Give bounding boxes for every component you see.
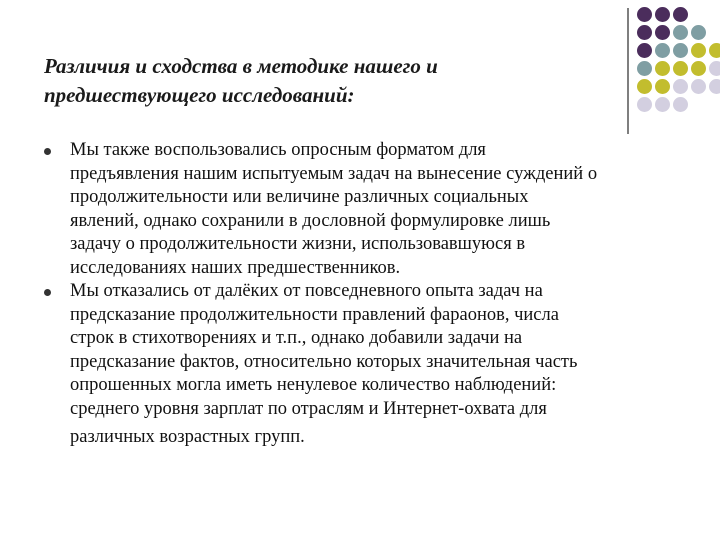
decorative-dot	[637, 43, 652, 58]
bullet-text-line: предсказание продолжительности правлений фараонов, числа	[70, 304, 559, 325]
decorative-dot	[691, 25, 706, 40]
decorative-dot	[673, 97, 688, 112]
decorative-dot	[673, 25, 688, 40]
bullet-list	[44, 139, 694, 450]
decorative-dot	[673, 79, 688, 94]
vertical-divider	[627, 8, 629, 134]
bullet-text-line: среднего уровня зарплат по отраслям и Интернет-охвата для	[70, 398, 547, 419]
bullet-dot-icon	[44, 148, 51, 155]
bullet-item	[44, 139, 694, 280]
bullet-text-line: различных возрастных групп.	[70, 427, 305, 447]
title-line: Различия и сходства в методике нашего и	[44, 54, 438, 78]
decorative-dot	[637, 7, 652, 22]
decorative-dot	[655, 97, 670, 112]
bullet-item	[44, 280, 694, 450]
decorative-dot	[709, 43, 720, 58]
decorative-dot	[673, 7, 688, 22]
decorative-dot	[637, 79, 652, 94]
bullet-text-line: явлений, однако сохранили в дословной формулировке лишь	[70, 210, 551, 231]
bullet-text-line: Мы также воспользовались опросным форматом для	[70, 140, 486, 160]
decorative-dot	[691, 79, 706, 94]
decorative-dot	[655, 43, 670, 58]
bullet-text-line: задачу о продолжительности жизни, использовавшуюся в	[70, 234, 526, 254]
decorative-dot	[709, 79, 720, 94]
decorative-dot	[655, 7, 670, 22]
bullet-text-line: строк в стихотворениях и т.п., однако добавили задачи на	[70, 328, 523, 348]
title-line: предшествующего исследований:	[44, 83, 355, 107]
bullet-text-line: опрошенных могла иметь ненулевое количество наблюдений:	[70, 375, 557, 395]
decorative-dot	[673, 43, 688, 58]
decorative-dot	[673, 61, 688, 76]
decorative-dot	[637, 97, 652, 112]
bullet-text-line: предъявления нашим испытуемым задач на вынесение суждений о	[70, 163, 598, 184]
bullet-dot-icon	[44, 289, 51, 296]
decorative-dot-grid	[637, 7, 720, 117]
decorative-dot	[655, 25, 670, 40]
decorative-dot	[655, 61, 670, 76]
bullet-text-line: исследованиях наших предшественников.	[70, 257, 401, 278]
decorative-dot	[709, 61, 720, 76]
bullet-text-line: продолжительности или величине различных социальных	[70, 187, 529, 207]
decorative-dot	[637, 25, 652, 40]
decorative-dot	[655, 79, 670, 94]
bullet-text-line: Мы отказались от далёких от повседневного опыта задач на	[70, 281, 543, 301]
bullet-text-line: предсказание фактов, относительно которых значительная часть	[70, 351, 578, 372]
decorative-dot	[691, 61, 706, 76]
decorative-dot	[691, 43, 706, 58]
decorative-dot	[637, 61, 652, 76]
slide-title	[44, 52, 564, 110]
